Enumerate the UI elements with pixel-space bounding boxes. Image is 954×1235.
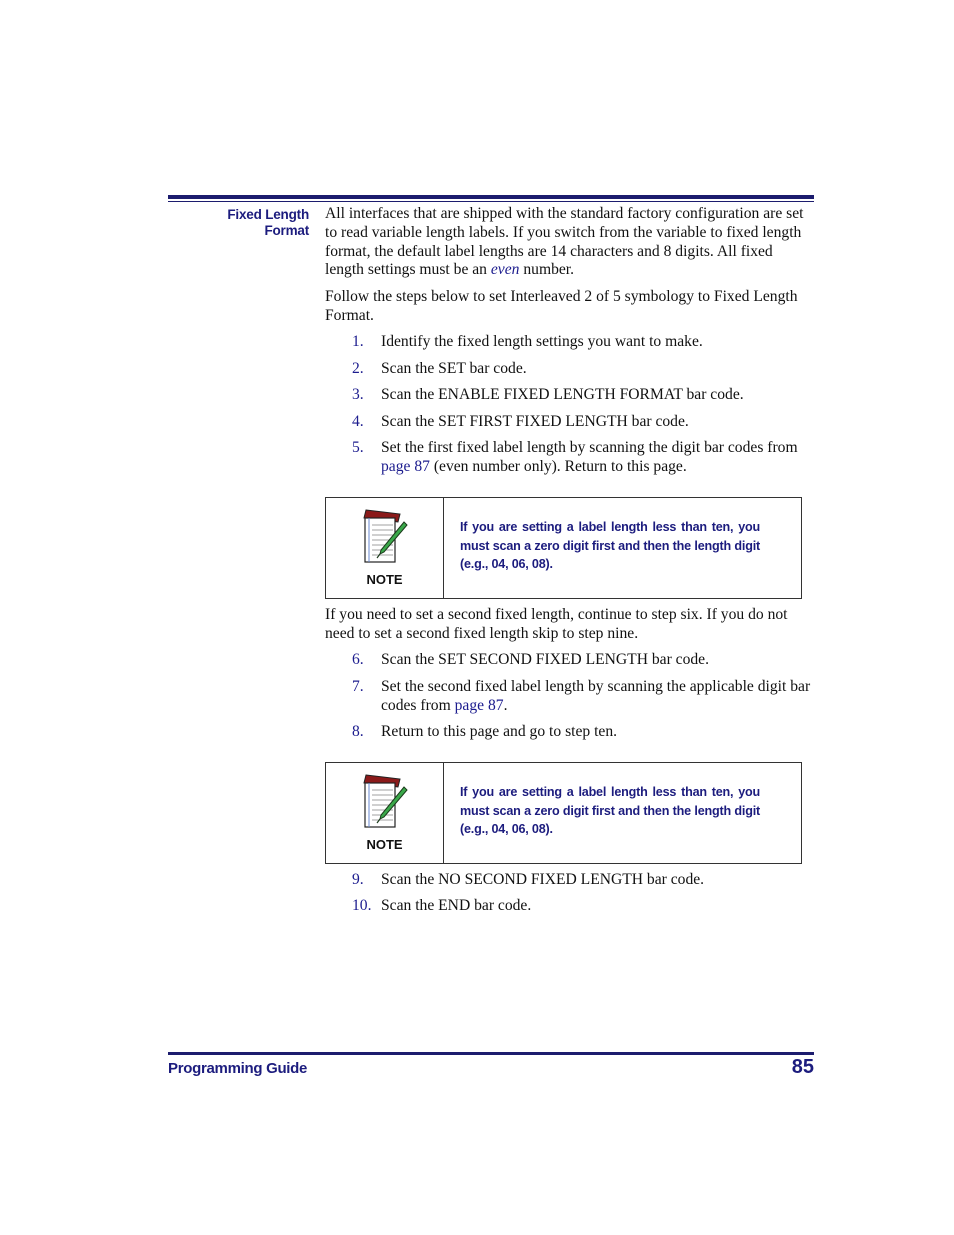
step-text: Identify the fixed length settings you want to make.	[381, 333, 703, 350]
step-text: Set the first fixed label length by scanning the digit bar codes from page 87 (even number only). Return to this page.	[381, 439, 798, 475]
step-number: 1.	[352, 333, 364, 350]
step-text: Scan the END bar code.	[381, 897, 532, 914]
step-number: 3.	[352, 386, 364, 403]
footer-title: Programming Guide	[168, 1060, 308, 1077]
emphasis-even: even	[490, 261, 520, 279]
note-pad-pencil-icon	[360, 508, 410, 566]
note-label: NOTE	[366, 837, 403, 852]
note-text: If you are setting a label length less than ten, you must scan a zero digit first and then the length digit (e.g., 04, 06, 08).	[460, 520, 760, 572]
step-number: 6.	[352, 651, 364, 668]
step-number: 5.	[352, 439, 364, 456]
intro-paragraph-2: Follow the steps below to set Interleaved 2 of 5 symbology to Fixed Length Format.	[325, 288, 798, 324]
step-number: 10.	[352, 897, 372, 914]
note-box	[325, 762, 802, 864]
step-number: 9.	[352, 871, 364, 888]
step-number: 8.	[352, 723, 364, 740]
note-text: If you are setting a label length less than ten, you must scan a zero digit first and then the length digit (e.g., 04, 06, 08).	[460, 785, 760, 837]
step-text: Return to this page and go to step ten.	[381, 723, 618, 740]
page-87-link[interactable]: page 87	[454, 696, 504, 714]
header-rule	[168, 195, 814, 203]
section-heading-line2: Format	[264, 223, 309, 238]
page-87-link[interactable]: page 87	[381, 457, 430, 475]
section-heading-line1: Fixed Length	[227, 207, 309, 222]
step-number: 2.	[352, 360, 364, 377]
step-number: 7.	[352, 678, 364, 695]
step-text: Scan the SET bar code.	[381, 360, 527, 377]
note-label: NOTE	[366, 572, 403, 587]
step-text: Scan the ENABLE FIXED LENGTH FORMAT bar code.	[381, 386, 744, 403]
step-text: Scan the SET FIRST FIXED LENGTH bar code.	[381, 413, 689, 430]
section-heading	[168, 207, 309, 239]
step-number: 4.	[352, 413, 364, 430]
mid-paragraph: If you need to set a second fixed length, continue to step six. If you do not need to set a second fixed length skip to step nine.	[325, 606, 788, 642]
note-box	[325, 497, 802, 599]
step-text: Set the second fixed label length by scanning the applicable digit bar codes from page 87.	[381, 678, 811, 714]
step-text: Scan the SET SECOND FIXED LENGTH bar code.	[381, 651, 709, 668]
intro-paragraph-1: All interfaces that are shipped with the standard factory configuration are set to read variable length labels. If you switch from the variable to fixed length format, the default label lengths are 14 characters and 8 digits. All fixed length settings must be an even number.	[325, 205, 804, 279]
note-pad-pencil-icon	[360, 773, 410, 831]
page-number: 85	[791, 1056, 814, 1078]
step-text: Scan the NO SECOND FIXED LENGTH bar code.	[381, 871, 705, 888]
footer-rule	[168, 1052, 814, 1055]
